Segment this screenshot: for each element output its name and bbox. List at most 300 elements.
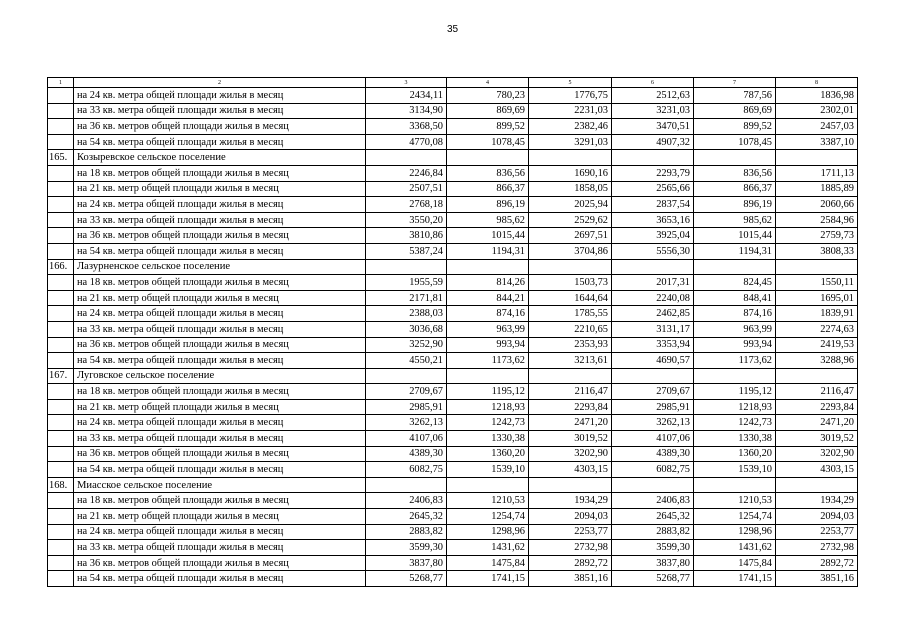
value-cell: 3653,16: [612, 212, 694, 228]
column-number-row: [48, 78, 858, 88]
value-cell: 963,99: [694, 321, 776, 337]
value-cell: 787,56: [694, 88, 776, 104]
value-cell: 2507,51: [366, 181, 447, 197]
table-row: [48, 415, 858, 431]
row-index: [48, 415, 74, 431]
value-cell: 1330,38: [447, 431, 529, 447]
row-label: на 36 кв. метров общей площади жилья в месяц: [74, 555, 366, 571]
value-cell: 5556,30: [612, 243, 694, 259]
value-cell: [612, 259, 694, 275]
value-cell: 2892,72: [776, 555, 858, 571]
value-cell: 2017,31: [612, 275, 694, 291]
value-cell: 1539,10: [447, 462, 529, 478]
row-label: на 33 кв. метра общей площади жилья в месяц: [74, 103, 366, 119]
value-cell: 2116,47: [529, 384, 612, 400]
value-cell: 2274,63: [776, 321, 858, 337]
value-cell: 2240,08: [612, 290, 694, 306]
value-cell: 2462,85: [612, 306, 694, 322]
value-cell: 3837,80: [366, 555, 447, 571]
value-cell: 963,99: [447, 321, 529, 337]
value-cell: 2293,84: [529, 399, 612, 415]
value-cell: 2709,67: [612, 384, 694, 400]
row-label: на 18 кв. метров общей площади жилья в месяц: [74, 384, 366, 400]
row-label: на 18 кв. метров общей площади жилья в месяц: [74, 165, 366, 181]
column-number: 3: [366, 78, 447, 88]
row-label: на 24 кв. метра общей площади жилья в месяц: [74, 524, 366, 540]
value-cell: 874,16: [694, 306, 776, 322]
value-cell: 4389,30: [612, 446, 694, 462]
row-index: [48, 306, 74, 322]
value-cell: 1934,29: [776, 493, 858, 509]
value-cell: 2094,03: [529, 509, 612, 525]
row-index: [48, 431, 74, 447]
row-index: [48, 88, 74, 104]
row-index: [48, 571, 74, 587]
value-cell: 866,37: [694, 181, 776, 197]
value-cell: 780,23: [447, 88, 529, 104]
value-cell: 2231,03: [529, 103, 612, 119]
row-index: [48, 353, 74, 369]
row-index: [48, 540, 74, 556]
value-cell: 1644,64: [529, 290, 612, 306]
value-cell: 824,45: [694, 275, 776, 291]
value-cell: 3704,86: [529, 243, 612, 259]
value-cell: 2406,83: [366, 493, 447, 509]
value-cell: 3019,52: [529, 431, 612, 447]
value-cell: 3810,86: [366, 228, 447, 244]
table-row: [48, 509, 858, 525]
value-cell: 2732,98: [776, 540, 858, 556]
value-cell: 2759,73: [776, 228, 858, 244]
table-row: [48, 571, 858, 587]
row-index: [48, 119, 74, 135]
row-index: [48, 134, 74, 150]
value-cell: 1078,45: [447, 134, 529, 150]
value-cell: 3019,52: [776, 431, 858, 447]
row-label: на 21 кв. метр общей площади жилья в месяц: [74, 181, 366, 197]
value-cell: [366, 368, 447, 384]
table-body: [48, 78, 858, 587]
table-row: [48, 290, 858, 306]
value-cell: 1711,13: [776, 165, 858, 181]
table-row: [48, 275, 858, 291]
value-cell: 2883,82: [612, 524, 694, 540]
value-cell: 4303,15: [529, 462, 612, 478]
value-cell: 2253,77: [776, 524, 858, 540]
value-cell: 2210,65: [529, 321, 612, 337]
value-cell: [612, 368, 694, 384]
row-label: на 18 кв. метров общей площади жилья в месяц: [74, 493, 366, 509]
value-cell: 3837,80: [612, 555, 694, 571]
value-cell: 3231,03: [612, 103, 694, 119]
table-row: [48, 165, 858, 181]
value-cell: 3288,96: [776, 353, 858, 369]
value-cell: [447, 150, 529, 166]
value-cell: 1431,62: [694, 540, 776, 556]
row-label: на 36 кв. метров общей площади жилья в месяц: [74, 337, 366, 353]
value-cell: [694, 368, 776, 384]
value-cell: 4389,30: [366, 446, 447, 462]
row-index: [48, 275, 74, 291]
value-cell: 4770,08: [366, 134, 447, 150]
value-cell: [529, 368, 612, 384]
row-label: на 54 кв. метра общей площади жилья в месяц: [74, 571, 366, 587]
row-index: [48, 197, 74, 213]
value-cell: 866,37: [447, 181, 529, 197]
value-cell: 2985,91: [366, 399, 447, 415]
value-cell: 1741,15: [447, 571, 529, 587]
table-row: [48, 103, 858, 119]
row-label: на 33 кв. метра общей площади жилья в месяц: [74, 431, 366, 447]
value-cell: 869,69: [694, 103, 776, 119]
value-cell: 2302,01: [776, 103, 858, 119]
value-cell: 1210,53: [694, 493, 776, 509]
value-cell: 2732,98: [529, 540, 612, 556]
value-cell: 3262,13: [612, 415, 694, 431]
value-cell: 2768,18: [366, 197, 447, 213]
value-cell: 1858,05: [529, 181, 612, 197]
table-row: [48, 197, 858, 213]
value-cell: 2382,46: [529, 119, 612, 135]
settlement-name: Луговское сельское поселение: [74, 368, 366, 384]
value-cell: 836,56: [694, 165, 776, 181]
value-cell: 1360,20: [694, 446, 776, 462]
value-cell: 2406,83: [612, 493, 694, 509]
value-cell: 1785,55: [529, 306, 612, 322]
value-cell: 5387,24: [366, 243, 447, 259]
table-row: [48, 462, 858, 478]
value-cell: 2457,03: [776, 119, 858, 135]
section-row: [48, 477, 858, 493]
value-cell: 1695,01: [776, 290, 858, 306]
settlement-name: Миасское сельское поселение: [74, 477, 366, 493]
table-row: [48, 384, 858, 400]
column-number: 8: [776, 78, 858, 88]
value-cell: [529, 150, 612, 166]
value-cell: 814,26: [447, 275, 529, 291]
row-label: на 54 кв. метра общей площади жилья в месяц: [74, 243, 366, 259]
value-cell: 5268,77: [612, 571, 694, 587]
row-label: на 21 кв. метр общей площади жилья в месяц: [74, 399, 366, 415]
value-cell: 1218,93: [694, 399, 776, 415]
table-row: [48, 399, 858, 415]
value-cell: 1836,98: [776, 88, 858, 104]
value-cell: 6082,75: [612, 462, 694, 478]
value-cell: 4107,06: [612, 431, 694, 447]
table-row: [48, 134, 858, 150]
value-cell: [694, 259, 776, 275]
value-cell: 993,94: [447, 337, 529, 353]
value-cell: 1539,10: [694, 462, 776, 478]
value-cell: [776, 368, 858, 384]
value-cell: 3550,20: [366, 212, 447, 228]
value-cell: 1885,89: [776, 181, 858, 197]
value-cell: [694, 150, 776, 166]
table-row: [48, 181, 858, 197]
value-cell: 3925,04: [612, 228, 694, 244]
value-cell: 1475,84: [694, 555, 776, 571]
value-cell: 2645,32: [366, 509, 447, 525]
row-index: [48, 228, 74, 244]
value-cell: 4907,32: [612, 134, 694, 150]
value-cell: 1550,11: [776, 275, 858, 291]
value-cell: 2471,20: [776, 415, 858, 431]
value-cell: 848,41: [694, 290, 776, 306]
settlement-name: Лазурненское сельское поселение: [74, 259, 366, 275]
column-number: 7: [694, 78, 776, 88]
value-cell: 836,56: [447, 165, 529, 181]
value-cell: 1194,31: [694, 243, 776, 259]
value-cell: 2388,03: [366, 306, 447, 322]
value-cell: 2892,72: [529, 555, 612, 571]
value-cell: 2645,32: [612, 509, 694, 525]
table-row: [48, 337, 858, 353]
value-cell: 3470,51: [612, 119, 694, 135]
value-cell: [612, 150, 694, 166]
value-cell: 896,19: [447, 197, 529, 213]
value-cell: 5268,77: [366, 571, 447, 587]
value-cell: 2584,96: [776, 212, 858, 228]
value-cell: [612, 477, 694, 493]
value-cell: 1955,59: [366, 275, 447, 291]
value-cell: 1690,16: [529, 165, 612, 181]
row-label: на 24 кв. метра общей площади жилья в месяц: [74, 306, 366, 322]
row-label: на 54 кв. метра общей площади жилья в месяц: [74, 134, 366, 150]
value-cell: [529, 477, 612, 493]
value-cell: 2253,77: [529, 524, 612, 540]
value-cell: 985,62: [447, 212, 529, 228]
value-cell: 899,52: [447, 119, 529, 135]
section-row: [48, 150, 858, 166]
section-row: [48, 368, 858, 384]
value-cell: 3036,68: [366, 321, 447, 337]
value-cell: 1015,44: [447, 228, 529, 244]
table-row: [48, 446, 858, 462]
table-row: [48, 212, 858, 228]
row-label: на 33 кв. метра общей площади жилья в месяц: [74, 540, 366, 556]
row-index: [48, 399, 74, 415]
value-cell: 3262,13: [366, 415, 447, 431]
row-index: [48, 103, 74, 119]
value-cell: 3599,30: [612, 540, 694, 556]
value-cell: [447, 477, 529, 493]
value-cell: 1741,15: [694, 571, 776, 587]
value-cell: 1298,96: [694, 524, 776, 540]
value-cell: 4550,21: [366, 353, 447, 369]
value-cell: 3368,50: [366, 119, 447, 135]
table-row: [48, 353, 858, 369]
value-cell: [447, 259, 529, 275]
table-row: [48, 243, 858, 259]
row-index: [48, 462, 74, 478]
value-cell: 2697,51: [529, 228, 612, 244]
table-row: [48, 555, 858, 571]
value-cell: 2512,63: [612, 88, 694, 104]
value-cell: 3387,10: [776, 134, 858, 150]
value-cell: 3851,16: [529, 571, 612, 587]
table-row: [48, 88, 858, 104]
value-cell: 1254,74: [447, 509, 529, 525]
value-cell: 2353,93: [529, 337, 612, 353]
section-row: [48, 259, 858, 275]
row-index: [48, 243, 74, 259]
row-index: [48, 384, 74, 400]
table-row: [48, 119, 858, 135]
value-cell: 2060,66: [776, 197, 858, 213]
value-cell: 2565,66: [612, 181, 694, 197]
value-cell: 3808,33: [776, 243, 858, 259]
value-cell: 2883,82: [366, 524, 447, 540]
row-label: на 36 кв. метров общей площади жилья в месяц: [74, 446, 366, 462]
table-row: [48, 321, 858, 337]
value-cell: 2116,47: [776, 384, 858, 400]
value-cell: [366, 150, 447, 166]
value-cell: 3291,03: [529, 134, 612, 150]
value-cell: 6082,75: [366, 462, 447, 478]
value-cell: 1015,44: [694, 228, 776, 244]
row-label: на 21 кв. метр общей площади жилья в месяц: [74, 509, 366, 525]
value-cell: 2434,11: [366, 88, 447, 104]
row-index: 167.: [48, 368, 74, 384]
value-cell: 2529,62: [529, 212, 612, 228]
row-index: [48, 321, 74, 337]
value-cell: 869,69: [447, 103, 529, 119]
table-row: [48, 228, 858, 244]
column-number: 6: [612, 78, 694, 88]
value-cell: 2025,94: [529, 197, 612, 213]
row-index: [48, 212, 74, 228]
value-cell: 3202,90: [776, 446, 858, 462]
value-cell: 985,62: [694, 212, 776, 228]
value-cell: 1934,29: [529, 493, 612, 509]
value-cell: [366, 259, 447, 275]
value-cell: 3131,17: [612, 321, 694, 337]
value-cell: 1330,38: [694, 431, 776, 447]
row-label: на 33 кв. метра общей площади жилья в месяц: [74, 212, 366, 228]
value-cell: 2246,84: [366, 165, 447, 181]
column-number: 1: [48, 78, 74, 88]
value-cell: 1210,53: [447, 493, 529, 509]
value-cell: 874,16: [447, 306, 529, 322]
value-cell: 1173,62: [447, 353, 529, 369]
value-cell: 1242,73: [694, 415, 776, 431]
value-cell: 2471,20: [529, 415, 612, 431]
value-cell: [366, 477, 447, 493]
row-label: на 36 кв. метров общей площади жилья в месяц: [74, 228, 366, 244]
value-cell: 1194,31: [447, 243, 529, 259]
row-label: на 36 кв. метров общей площади жилья в месяц: [74, 119, 366, 135]
row-index: [48, 493, 74, 509]
value-cell: 3851,16: [776, 571, 858, 587]
table-row: [48, 306, 858, 322]
value-cell: 844,21: [447, 290, 529, 306]
value-cell: 1218,93: [447, 399, 529, 415]
row-index: 165.: [48, 150, 74, 166]
value-cell: [694, 477, 776, 493]
value-cell: 3599,30: [366, 540, 447, 556]
value-cell: 2171,81: [366, 290, 447, 306]
row-label: на 54 кв. метра общей площади жилья в месяц: [74, 353, 366, 369]
value-cell: [776, 259, 858, 275]
row-index: [48, 290, 74, 306]
value-cell: [776, 150, 858, 166]
row-index: [48, 337, 74, 353]
value-cell: 4690,57: [612, 353, 694, 369]
value-cell: 1195,12: [447, 384, 529, 400]
value-cell: 2709,67: [366, 384, 447, 400]
value-cell: 1475,84: [447, 555, 529, 571]
page-number: 35: [446, 24, 459, 35]
value-cell: 896,19: [694, 197, 776, 213]
value-cell: 1360,20: [447, 446, 529, 462]
row-index: [48, 446, 74, 462]
value-cell: 2293,79: [612, 165, 694, 181]
value-cell: 1078,45: [694, 134, 776, 150]
value-cell: 2419,53: [776, 337, 858, 353]
row-label: на 24 кв. метра общей площади жилья в месяц: [74, 415, 366, 431]
value-cell: 3252,90: [366, 337, 447, 353]
value-cell: 2094,03: [776, 509, 858, 525]
row-index: [48, 524, 74, 540]
value-cell: 4303,15: [776, 462, 858, 478]
value-cell: 1298,96: [447, 524, 529, 540]
table-row: [48, 540, 858, 556]
row-label: на 18 кв. метров общей площади жилья в месяц: [74, 275, 366, 291]
settlement-name: Козыревское сельское поселение: [74, 150, 366, 166]
value-cell: 4107,06: [366, 431, 447, 447]
value-cell: 2837,54: [612, 197, 694, 213]
value-cell: 3353,94: [612, 337, 694, 353]
value-cell: 1195,12: [694, 384, 776, 400]
column-number: 2: [74, 78, 366, 88]
value-cell: 993,94: [694, 337, 776, 353]
value-cell: 1173,62: [694, 353, 776, 369]
table-row: [48, 493, 858, 509]
value-cell: [529, 259, 612, 275]
value-cell: 2293,84: [776, 399, 858, 415]
value-cell: 1503,73: [529, 275, 612, 291]
value-cell: 1839,91: [776, 306, 858, 322]
row-index: 168.: [48, 477, 74, 493]
value-cell: [447, 368, 529, 384]
table-row: [48, 524, 858, 540]
tariff-table: [47, 77, 858, 587]
value-cell: 899,52: [694, 119, 776, 135]
column-number: 4: [447, 78, 529, 88]
value-cell: 2985,91: [612, 399, 694, 415]
row-index: [48, 509, 74, 525]
row-label: на 54 кв. метра общей площади жилья в месяц: [74, 462, 366, 478]
row-label: на 24 кв. метра общей площади жилья в месяц: [74, 88, 366, 104]
row-label: на 21 кв. метр общей площади жилья в месяц: [74, 290, 366, 306]
value-cell: [776, 477, 858, 493]
row-index: [48, 165, 74, 181]
row-label: на 24 кв. метра общей площади жилья в месяц: [74, 197, 366, 213]
value-cell: 1254,74: [694, 509, 776, 525]
value-cell: 1776,75: [529, 88, 612, 104]
row-label: на 33 кв. метра общей площади жилья в месяц: [74, 321, 366, 337]
table-row: [48, 431, 858, 447]
row-index: [48, 181, 74, 197]
value-cell: 1431,62: [447, 540, 529, 556]
value-cell: 1242,73: [447, 415, 529, 431]
row-index: 166.: [48, 259, 74, 275]
column-number: 5: [529, 78, 612, 88]
value-cell: 3134,90: [366, 103, 447, 119]
row-index: [48, 555, 74, 571]
value-cell: 3202,90: [529, 446, 612, 462]
value-cell: 3213,61: [529, 353, 612, 369]
